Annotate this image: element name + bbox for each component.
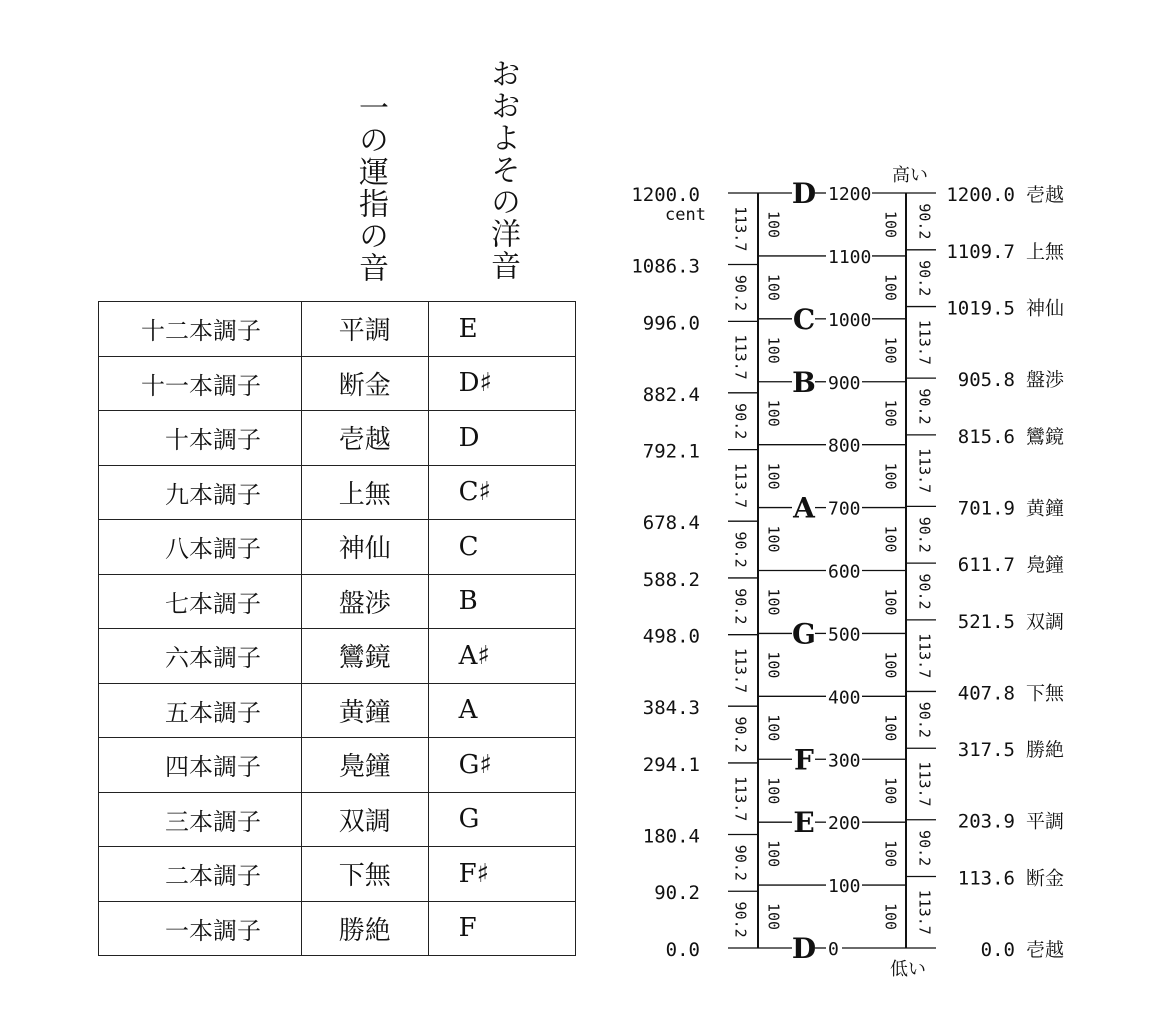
center-interval-right: 100: [881, 399, 900, 427]
center-tick-label: 400: [828, 687, 861, 709]
left-cent-value: 882.4: [642, 383, 700, 406]
note-letter: E: [793, 806, 815, 840]
right-note-name: 盤渉: [1026, 369, 1065, 392]
western-note-cell: B: [428, 574, 575, 629]
right-cent-value: 521.5: [957, 610, 1015, 633]
tone-name-cell: 十一本調子: [99, 356, 302, 411]
left-interval-label: 113.7: [731, 647, 750, 694]
right-note-name: 神仙: [1026, 297, 1065, 320]
center-tick-label: 800: [828, 435, 861, 457]
right-interval-label: 113.7: [915, 761, 934, 807]
center-interval-right: 100: [881, 588, 900, 616]
left-interval-label: 113.7: [731, 776, 750, 822]
right-cent-value: 701.9: [957, 497, 1015, 520]
left-interval-label: 90.2: [731, 716, 750, 753]
note-name-cell: 壱越: [302, 411, 429, 466]
right-cent-value: 203.9: [957, 810, 1015, 833]
note-name-cell: 神仙: [302, 520, 429, 575]
western-note-cell: D♯: [428, 356, 575, 411]
tone-name-cell: 十二本調子: [99, 302, 302, 357]
right-note-name: 黄鐘: [1026, 497, 1065, 520]
tone-name-cell: 四本調子: [99, 738, 302, 793]
right-cent-value: 1200.0: [946, 184, 1015, 206]
center-tick-label: 200: [828, 813, 861, 835]
center-tick-label: 600: [828, 561, 861, 583]
high-label: 高い: [892, 165, 928, 186]
left-cent-value: 588.2: [642, 568, 700, 591]
note-name-cell: 双調: [302, 792, 429, 847]
western-note-cell: C♯: [428, 465, 575, 520]
right-note-name: 上無: [1026, 240, 1065, 263]
western-note-cell: E: [428, 302, 575, 357]
right-cent-value: 1109.7: [946, 240, 1015, 263]
center-interval-left: 100: [764, 525, 783, 553]
center-interval-right: 100: [881, 777, 900, 805]
left-cent-value: 180.4: [642, 825, 700, 848]
right-note-name: 鸞鏡: [1026, 425, 1065, 448]
right-interval-label: 90.2: [915, 260, 934, 297]
center-tick-label: 0: [828, 939, 839, 960]
western-note-cell: F: [428, 901, 575, 956]
left-cent-value: 90.2: [654, 882, 700, 905]
note-letter: D: [791, 932, 817, 965]
center-interval-left: 100: [764, 462, 783, 490]
right-cent-value: 0.0: [980, 939, 1015, 961]
right-cent-value: 815.6: [957, 425, 1015, 448]
right-interval-label: 90.2: [915, 830, 934, 867]
center-tick-label: 500: [828, 624, 861, 646]
left-cent-value: 0.0: [665, 939, 700, 961]
center-interval-right: 100: [881, 651, 900, 679]
right-interval-label: 113.7: [915, 889, 934, 935]
right-note-name: 勝絶: [1026, 739, 1065, 762]
right-interval-label: 113.7: [915, 319, 934, 365]
tone-name-cell: 六本調子: [99, 629, 302, 684]
center-interval-right: 100: [881, 210, 900, 239]
right-interval-label: 90.2: [915, 203, 934, 240]
note-letter: C: [792, 302, 816, 336]
note-letter: B: [792, 365, 816, 399]
western-note-cell: A♯: [428, 629, 575, 684]
left-interval-label: 90.2: [731, 274, 750, 312]
note-name-cell: 下無: [302, 847, 429, 902]
center-interval-left: 100: [764, 777, 783, 805]
right-interval-label: 113.7: [915, 633, 934, 679]
western-note-cell: G: [428, 792, 575, 847]
western-note-cell: F♯: [428, 847, 575, 902]
left-interval-label: 90.2: [731, 531, 750, 568]
center-interval-left: 100: [764, 840, 783, 868]
center-interval-right: 100: [881, 525, 900, 553]
left-cent-value: 678.4: [642, 512, 700, 535]
left-interval-label: 113.7: [731, 206, 750, 252]
center-interval-left: 100: [764, 902, 783, 931]
right-note-name: 壱越: [1026, 939, 1065, 961]
left-cent-value: 294.1: [642, 753, 700, 776]
left-interval-label: 113.7: [731, 462, 750, 508]
unit-label: cent: [665, 205, 706, 225]
left-interval-label: 90.2: [731, 403, 750, 440]
tone-name-cell: 十本調子: [99, 411, 302, 466]
center-tick-label: 1200: [828, 184, 872, 205]
header-western: おおよその洋音: [485, 58, 520, 282]
right-note-name: 壱越: [1026, 184, 1065, 206]
center-tick-label: 900: [828, 372, 861, 394]
right-cent-value: 611.7: [957, 554, 1015, 577]
right-interval-label: 90.2: [915, 388, 934, 425]
center-interval-right: 100: [881, 273, 900, 301]
left-cent-value: 384.3: [642, 697, 700, 720]
note-letter: G: [792, 617, 816, 651]
left-cent-value: 996.0: [642, 312, 700, 335]
right-interval-label: 113.7: [915, 448, 934, 494]
note-letter: D: [791, 177, 817, 210]
right-cent-value: 317.5: [957, 739, 1015, 762]
center-interval-right: 100: [881, 714, 900, 742]
center-interval-left: 100: [764, 399, 783, 427]
left-cent-value: 498.0: [642, 625, 700, 648]
center-interval-left: 100: [764, 210, 783, 239]
note-name-cell: 鸞鏡: [302, 629, 429, 684]
center-tick-label: 300: [828, 750, 861, 772]
left-interval-label: 113.7: [731, 334, 750, 380]
note-name-cell: 断金: [302, 356, 429, 411]
tone-name-cell: 三本調子: [99, 792, 302, 847]
right-cent-value: 1019.5: [946, 297, 1015, 320]
note-name-cell: 鳧鐘: [302, 738, 429, 793]
tone-name-cell: 五本調子: [99, 683, 302, 738]
left-interval-label: 90.2: [731, 844, 750, 881]
tone-name-cell: 九本調子: [99, 465, 302, 520]
tone-name-cell: 七本調子: [99, 574, 302, 629]
left-cent-value: 1086.3: [631, 255, 700, 278]
western-note-cell: D: [428, 411, 575, 466]
right-interval-label: 90.2: [915, 573, 934, 610]
left-interval-label: 90.2: [731, 588, 750, 625]
note-name-cell: 上無: [302, 465, 429, 520]
left-interval-label: 90.2: [731, 901, 750, 938]
center-tick-label: 100: [828, 876, 861, 898]
western-note-cell: G♯: [428, 738, 575, 793]
center-tick-label: 1000: [828, 309, 872, 331]
center-interval-left: 100: [764, 273, 783, 301]
center-interval-right: 100: [881, 840, 900, 868]
right-note-name: 鳧鐘: [1026, 554, 1065, 577]
right-interval-label: 90.2: [915, 701, 934, 738]
tone-name-cell: 一本調子: [99, 901, 302, 956]
right-note-name: 下無: [1026, 682, 1065, 705]
center-interval-right: 100: [881, 336, 900, 364]
right-cent-value: 113.6: [957, 867, 1015, 890]
tone-name-cell: 二本調子: [99, 847, 302, 902]
center-interval-left: 100: [764, 714, 783, 742]
western-note-cell: A: [428, 683, 575, 738]
right-note-name: 双調: [1026, 610, 1065, 633]
center-interval-right: 100: [881, 902, 900, 931]
note-letter: F: [794, 743, 814, 777]
center-interval-right: 100: [881, 462, 900, 490]
note-name-cell: 黄鐘: [302, 683, 429, 738]
western-note-cell: C: [428, 520, 575, 575]
note-name-cell: 盤渉: [302, 574, 429, 629]
left-cent-value: 1200.0: [631, 184, 700, 206]
note-letter: A: [793, 491, 815, 525]
center-tick-label: 1100: [828, 246, 872, 268]
note-name-cell: 平調: [302, 302, 429, 357]
center-interval-left: 100: [764, 588, 783, 616]
center-interval-left: 100: [764, 336, 783, 364]
right-interval-label: 90.2: [915, 516, 934, 553]
header-fingering: 一の運指の音: [353, 92, 388, 284]
center-tick-label: 700: [828, 498, 861, 520]
low-label: 低い: [890, 959, 926, 980]
center-interval-left: 100: [764, 651, 783, 679]
right-cent-value: 905.8: [957, 369, 1015, 392]
right-note-name: 断金: [1026, 867, 1065, 890]
right-cent-value: 407.8: [957, 682, 1015, 705]
left-cent-value: 792.1: [642, 440, 700, 463]
right-note-name: 平調: [1026, 810, 1065, 833]
note-name-cell: 勝絶: [302, 901, 429, 956]
tone-name-cell: 八本調子: [99, 520, 302, 575]
